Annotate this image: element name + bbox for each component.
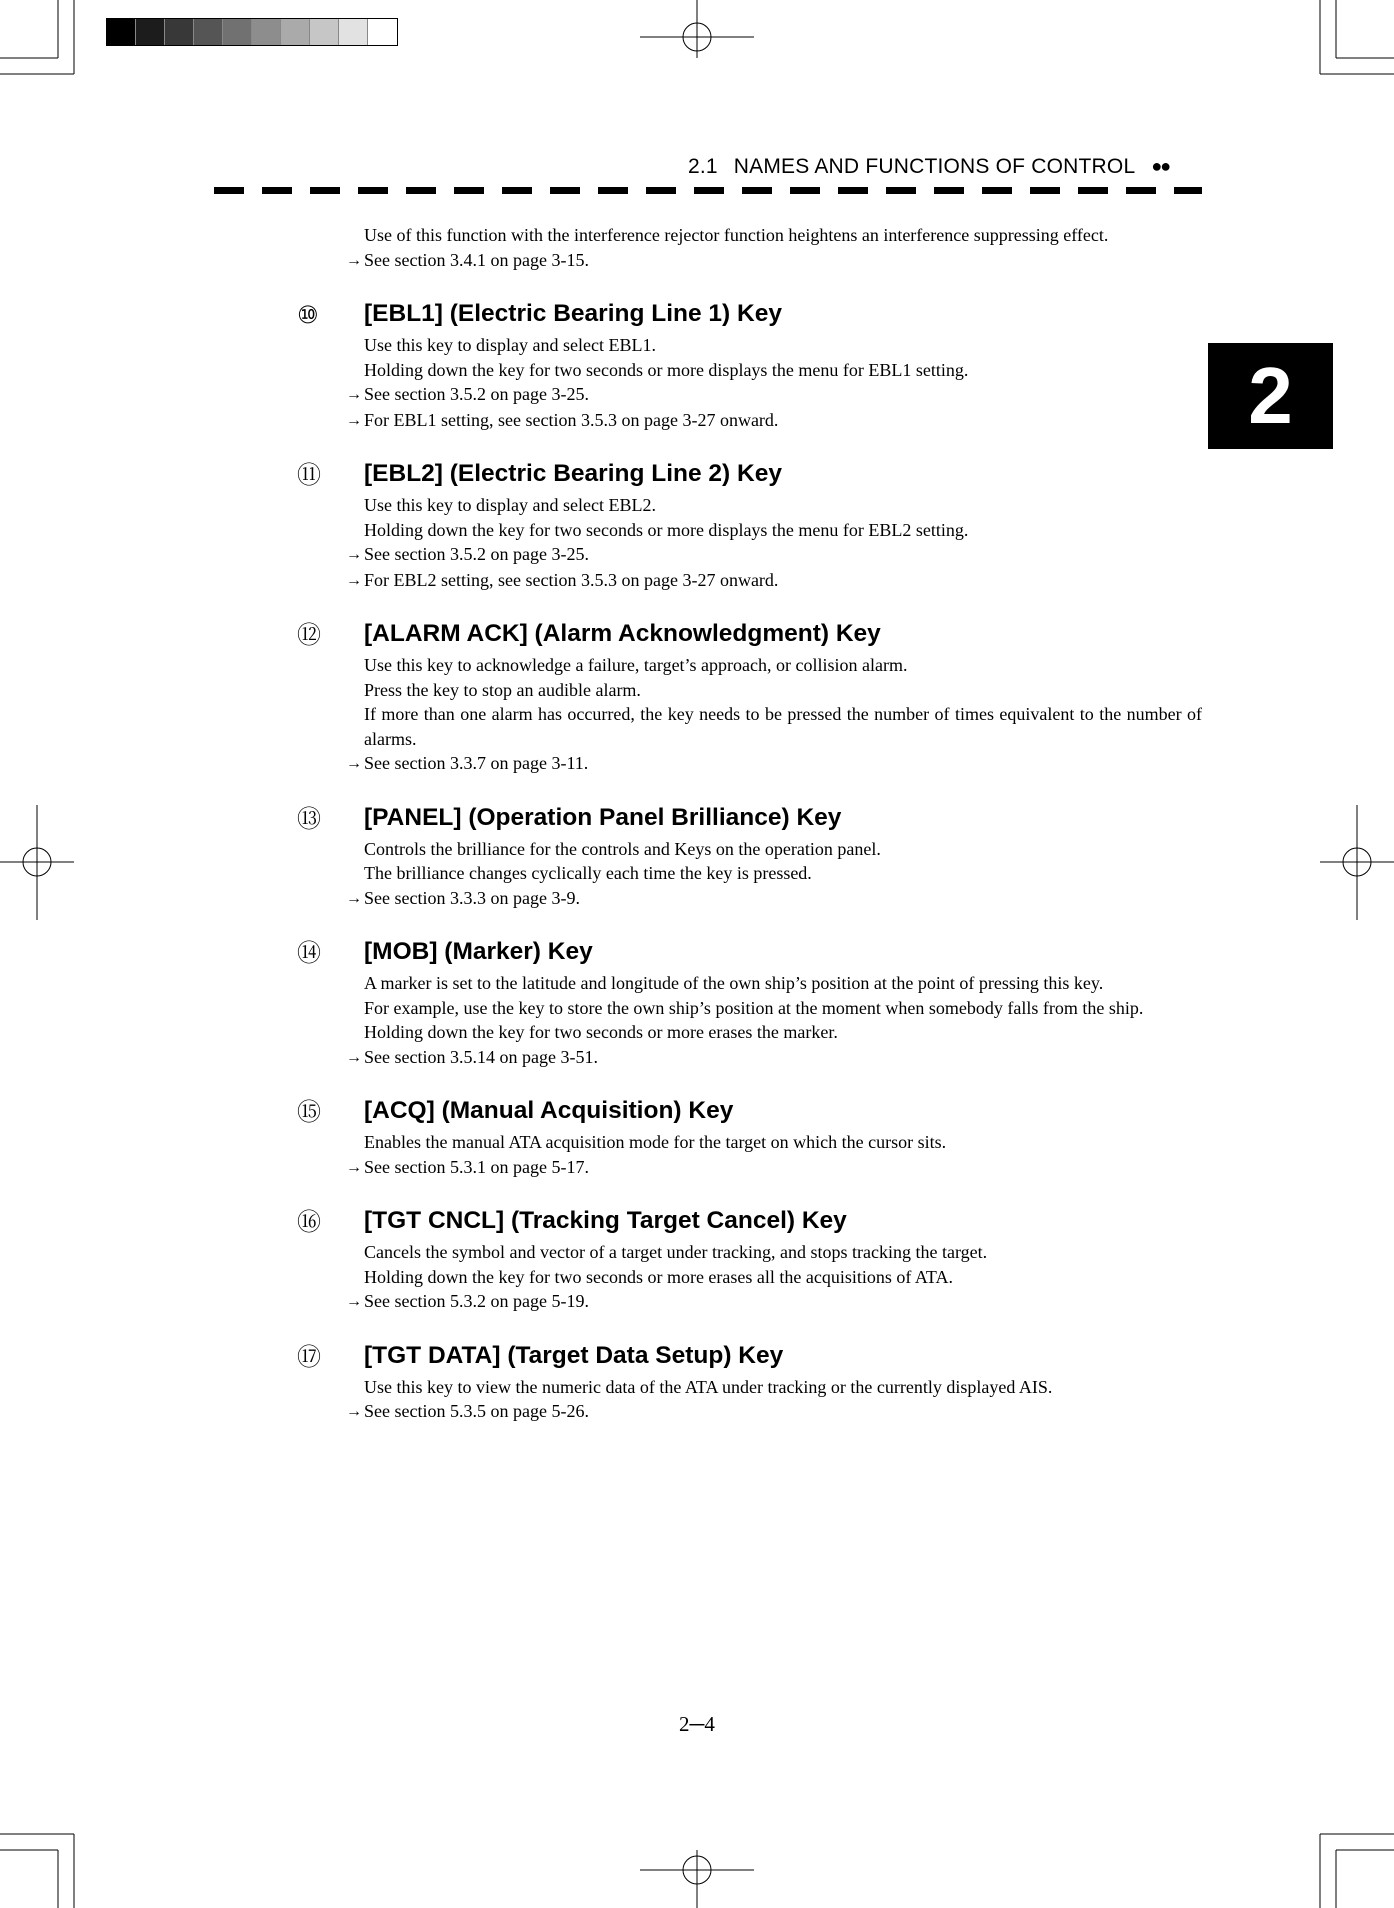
- key-number: ⑩: [297, 301, 319, 329]
- paragraph: Use this key to acknowledge a failure, target’s approach, or collision alarm.: [364, 655, 908, 675]
- key-description: [297, 617, 1202, 777]
- key-description: [297, 1204, 1202, 1315]
- key-title: [ALARM ACK] (Alarm Acknowledgment) Key: [364, 620, 881, 647]
- main-content: [297, 223, 1202, 1449]
- grayscale-calibration-bar: [106, 18, 398, 46]
- cross-reference: [346, 568, 1202, 594]
- paragraph: Holding down the key for two seconds or more erases the marker.: [364, 1022, 838, 1042]
- arrow-icon: →: [346, 386, 362, 403]
- cross-reference: [346, 1045, 1202, 1071]
- paragraph: The brilliance changes cyclically each time the key is pressed.: [364, 863, 812, 883]
- key-description: [297, 1094, 1202, 1180]
- section-number: 2.1: [688, 155, 718, 178]
- key-number: ⑪: [297, 461, 321, 489]
- key-heading: [297, 297, 1202, 333]
- arrow-icon: →: [346, 1293, 362, 1310]
- key-title: [PANEL] (Operation Panel Brilliance) Key: [364, 803, 842, 831]
- chapter-tab: 2: [1208, 343, 1333, 449]
- key-description: [297, 297, 1202, 433]
- key-title: [EBL2] (Electric Bearing Line 2) Key: [364, 460, 782, 487]
- header-bullets: ●●: [1151, 156, 1170, 176]
- paragraph: Enables the manual ATA acquisition mode for the target on which the cursor sits.: [364, 1132, 947, 1152]
- key-number: ⑰: [297, 1342, 321, 1371]
- key-heading: [297, 801, 1202, 837]
- dashed-rule: [214, 187, 1202, 194]
- cross-reference-text: See section 3.5.2 on page 3-25.: [364, 384, 589, 404]
- key-title: [ACQ] (Manual Acquisition) Key: [364, 1097, 734, 1124]
- key-description: [297, 457, 1202, 593]
- cross-reference: [346, 248, 1202, 274]
- key-description: [297, 801, 1202, 912]
- key-number: ⑭: [297, 939, 321, 967]
- arrow-icon: →: [346, 755, 362, 772]
- key-number: ⑮: [297, 1098, 321, 1126]
- key-heading: [297, 1094, 1202, 1130]
- key-heading: [297, 1339, 1202, 1375]
- paragraph: If more than one alarm has occurred, the key needs to be pressed the number of times equivalent to the number of alarms.: [364, 704, 1202, 749]
- paragraph: Holding down the key for two seconds or more displays the menu for EBL2 setting.: [364, 519, 969, 540]
- key-heading: [297, 457, 1202, 493]
- cross-reference-text: See section 3.5.14 on page 3-51.: [364, 1046, 598, 1067]
- cross-reference: [346, 886, 1202, 912]
- key-description: [297, 1339, 1202, 1425]
- paragraph: Use this key to display and select EBL1.: [364, 335, 656, 355]
- arrow-icon: →: [346, 251, 362, 269]
- paragraph: Holding down the key for two seconds or more erases all the acquisitions of ATA.: [364, 1266, 953, 1287]
- key-heading: [297, 617, 1202, 653]
- paragraph: Cancels the symbol and vector of a target under tracking, and stops tracking the target.: [364, 1242, 988, 1262]
- cross-reference: [346, 382, 1202, 408]
- arrow-icon: →: [346, 411, 362, 429]
- cross-reference: [346, 542, 1202, 568]
- paragraph: Controls the brilliance for the controls and Keys on the operation panel.: [364, 838, 881, 859]
- key-heading: [297, 935, 1202, 971]
- cross-reference-text: See section 3.3.7 on page 3-11.: [364, 753, 589, 773]
- cross-reference-text: See section 5.3.1 on page 5-17.: [364, 1156, 589, 1177]
- cross-reference-text: See section 5.3.5 on page 5-26.: [364, 1401, 589, 1421]
- arrow-icon: →: [346, 1048, 362, 1066]
- paragraph: Press the key to stop an audible alarm.: [364, 679, 641, 700]
- paragraph: Use this key to display and select EBL2.: [364, 495, 656, 515]
- cross-reference: [346, 1289, 1202, 1315]
- cross-reference: [346, 408, 1202, 434]
- key-number: ⑯: [297, 1208, 321, 1236]
- key-number: ⑫: [297, 621, 321, 649]
- key-title: [TGT DATA] (Target Data Setup) Key: [364, 1341, 784, 1369]
- cross-reference: [346, 1399, 1202, 1425]
- arrow-icon: →: [346, 889, 362, 907]
- cross-reference: [346, 751, 1202, 777]
- page-number: 2─4: [679, 1712, 715, 1736]
- cross-reference-text: See section 3.4.1 on page 3-15.: [364, 249, 589, 270]
- paragraph: For example, use the key to store the own ship’s position at the moment when somebody falls from the ship.: [364, 997, 1144, 1018]
- key-description: [297, 935, 1202, 1070]
- cross-reference-text: For EBL2 setting, see section 3.5.3 on page 3-27 onward.: [364, 569, 779, 590]
- key-number: ⑬: [297, 804, 321, 833]
- cross-reference-text: See section 3.3.3 on page 3-9.: [364, 887, 580, 908]
- paragraph: Use of this function with the interference rejector function heightens an interference suppressing effect.: [364, 225, 1109, 245]
- running-header: [688, 155, 1169, 179]
- cross-reference: [346, 1155, 1202, 1181]
- cross-reference-text: See section 5.3.2 on page 5-19.: [364, 1291, 589, 1311]
- key-title: [EBL1] (Electric Bearing Line 1) Key: [364, 300, 782, 327]
- intro-block: [300, 223, 1202, 273]
- key-heading: [297, 1204, 1202, 1240]
- arrow-icon: →: [346, 1158, 362, 1176]
- key-title: [MOB] (Marker) Key: [364, 938, 593, 965]
- paragraph: A marker is set to the latitude and longitude of the own ship’s position at the point of pressing this key.: [364, 973, 1104, 993]
- key-title: [TGT CNCL] (Tracking Target Cancel) Key: [364, 1207, 847, 1234]
- arrow-icon: →: [346, 571, 362, 589]
- section-title: NAMES AND FUNCTIONS OF CONTROL: [733, 155, 1136, 178]
- cross-reference-text: See section 3.5.2 on page 3-25.: [364, 544, 589, 564]
- paragraph: Holding down the key for two seconds or more displays the menu for EBL1 setting.: [364, 359, 969, 380]
- arrow-icon: →: [346, 546, 362, 563]
- cross-reference-text: For EBL1 setting, see section 3.5.3 on page 3-27 onward.: [364, 409, 779, 430]
- arrow-icon: →: [346, 1403, 362, 1420]
- paragraph: Use this key to view the numeric data of the ATA under tracking or the currently displayed AIS.: [364, 1376, 1053, 1397]
